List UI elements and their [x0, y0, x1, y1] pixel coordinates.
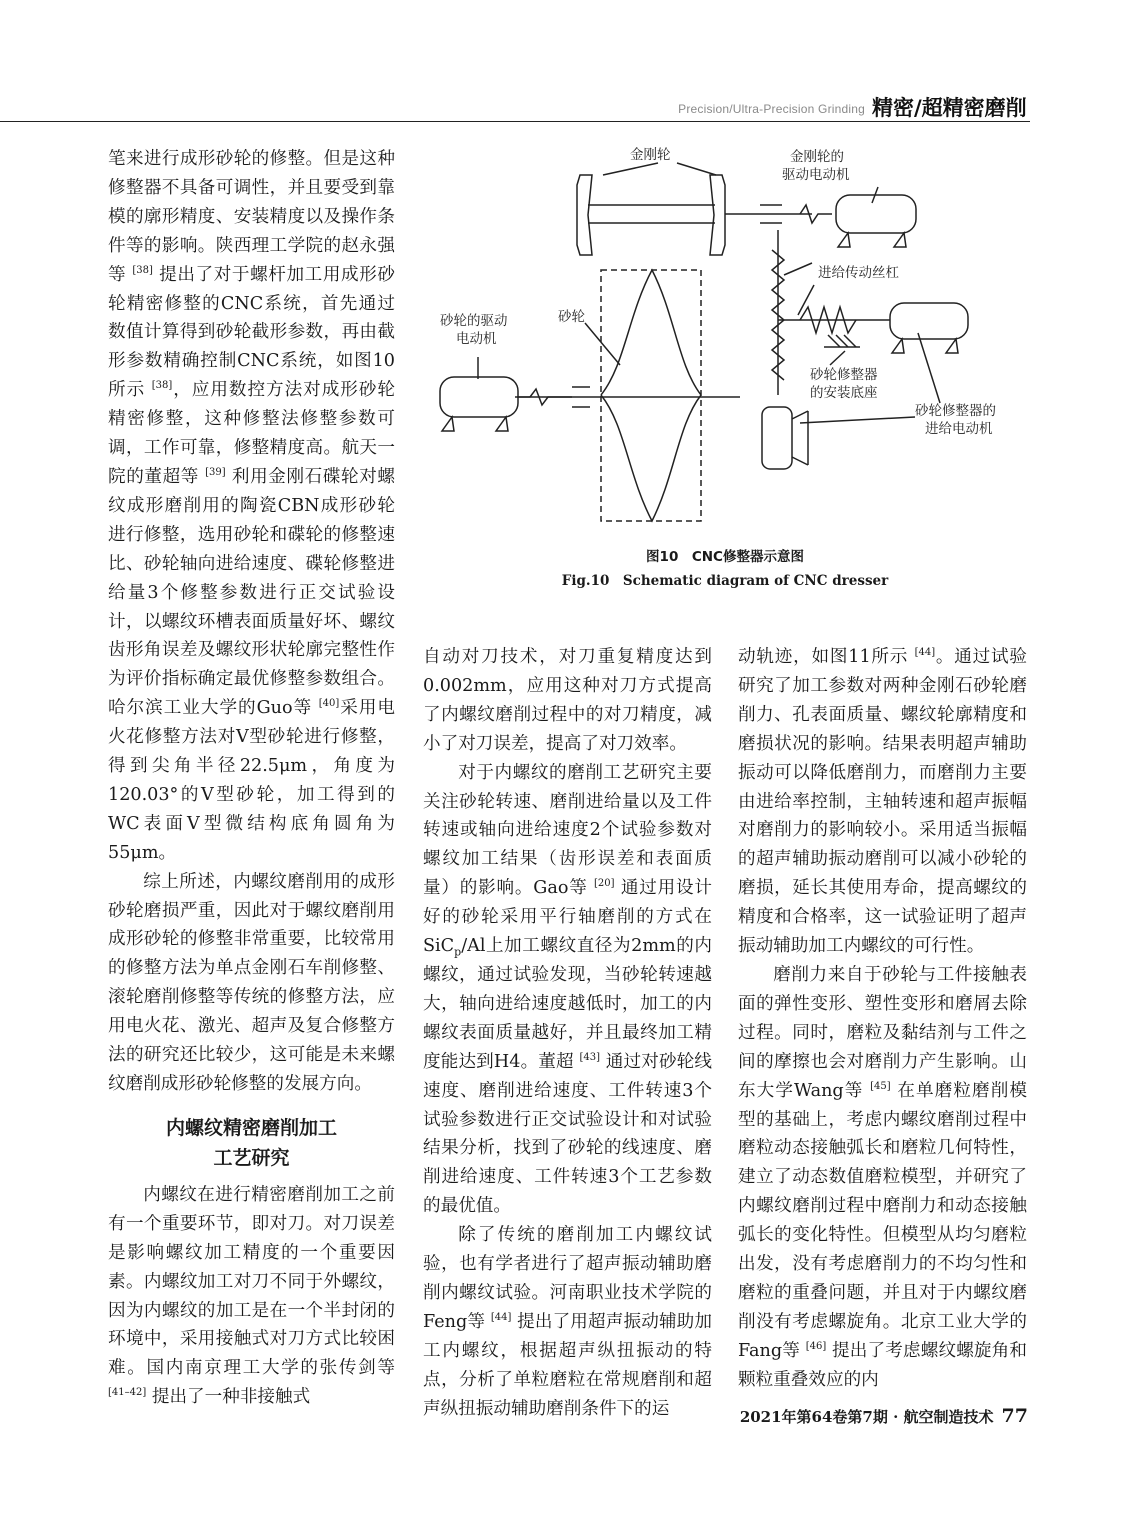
wheel-profile-upper: [601, 270, 701, 395]
citation: [38]: [132, 264, 153, 276]
page-number: 77: [1001, 1405, 1028, 1427]
subscript: p: [454, 945, 462, 959]
leader-line: [585, 323, 620, 365]
motor-foot: [894, 233, 906, 247]
label-dresser-feed-motor: 砂轮修整器的: [915, 403, 996, 419]
paragraph: [738, 643, 1027, 961]
paragraph: [423, 759, 712, 1222]
leader-line: [830, 351, 845, 365]
text-run: 除了传统的磨削加工内螺纹试验，也有学者进行了超声振动辅助磨削内螺纹试验。河南职业技术学院的Feng等: [423, 1225, 712, 1332]
figure-caption-chinese: 图10 CNC修整器示意图: [646, 549, 804, 565]
motor-foot: [442, 417, 454, 431]
paragraph: [738, 961, 1027, 1395]
citation: [46]: [805, 1340, 827, 1352]
label-wheel-motor: 砂轮的驱动: [440, 313, 508, 329]
label-dresser-base: 砂轮修整器: [810, 367, 878, 383]
dresser-base-hatch: [828, 335, 856, 347]
text-column-1: [108, 145, 395, 1412]
label-dresser-feed-motor: 进给电动机: [925, 421, 993, 437]
text-run: 对于内螺纹的磨削工艺研究主要关注砂轮转速、磨削进给量以及工件转速或轴向进给速度2个试验参数对螺纹加工结果（齿形误差和表面质量）的影响。Gao等: [423, 762, 712, 899]
label-wheel-motor: 电动机: [456, 331, 497, 347]
label-grinding-wheel: 砂轮: [558, 309, 585, 325]
text-run: ，应用数控方法对成形砂轮精密修整，这种修整法修整参数可调，工作可靠，修整精度高。航天一院的董超等: [108, 380, 395, 487]
paragraph: [423, 1221, 712, 1423]
text-column-2: [423, 643, 712, 1423]
figure-caption-english: Fig.10 Schematic diagram of CNC dresser: [561, 573, 889, 589]
vertical-feed-motor: [762, 407, 792, 469]
label-diamond-motor: 驱动电动机: [782, 167, 850, 183]
paragraph: 自动对刀技术，对刀重复精度达到0.002mm，应用这种对刀方式提高了内螺纹磨削过程中的对刀精度，减小了对刀误差，提高了对刀效率。: [423, 647, 712, 754]
text-run: 采用电火花修整方法对V型砂轮进行修整，得到尖角半径22.5μm，角度为120.03°的V型砂轮，加工得到的WC表面V型微结构底角圆角为55μm。: [108, 698, 395, 863]
citation: [44]: [914, 647, 936, 659]
text-run: 在单磨粒磨削模型的基础上，考虑内螺纹磨削过程中磨粒动态接触弧长和磨粒几何特性，建立了动态数值磨粒模型，并研究了内螺纹磨削过程中磨削力和动态接触弧长的变化特性。但模型从均匀磨粒出发，没有考虑磨削力的不均匀性和磨粒的重叠问题，并且对于内螺纹磨削没有考虑螺旋角。北京工业大学的Fang等: [738, 1080, 1028, 1361]
text-run: 提出了对于螺杆加工用成形砂轮精密修整的CNC系统，首先通过数值计算得到砂轮截形参数，再由截形参数精确控制CNC系统，如图10所示: [108, 264, 396, 401]
text-run: 通过用设计好的砂轮采用平行轴磨削的方式在SiC: [423, 878, 713, 957]
diamond-wheel-motor: [836, 195, 916, 233]
citation: [43]: [579, 1051, 601, 1063]
dresser-feed-motor: [890, 303, 968, 339]
text-run: 提出了考虑螺纹螺旋角和颗粒重叠效应的内: [738, 1340, 1027, 1390]
heading-line: 内螺纹精密磨削加工: [165, 1116, 337, 1139]
journal-info: 2021年第64卷第7期 · 航空制造技术: [739, 1408, 994, 1426]
motor-foot: [792, 411, 808, 419]
text-run: 。通过试验研究了加工参数对两种金刚石砂轮磨削力、孔表面质量、螺纹轮廓精度和磨损状况的影响。结果表明超声辅助振动可以降低磨削力，而磨削力主要由进给率控制，主轴转速和超声振幅对磨削力的影响较小。采用适当振幅的超声辅助振动磨削可以减小砂轮的磨损，延长其使用寿命，提高螺纹的精度和合格率，这一试验证明了超声振动辅助加工内螺纹的可行性。: [738, 647, 1028, 957]
paragraph: [108, 145, 395, 868]
citation: [20]: [593, 878, 615, 890]
running-header-english: Precision/Ultra-Precision Grinding: [678, 102, 865, 116]
text-run: 利用金刚石碟轮对螺纹成形磨削用的陶瓷CBN成形砂轮进行修整，选用砂轮和碟轮的修整速比、砂轮轴向进给速度、碟轮修整进给量3个修整参数进行正交试验设计，以螺纹环槽表面质量好坏、螺纹齿形角误差及螺纹形状轮廓完整性作为评价指标确定最优修整参数组合。哈尔滨工业大学的Guo等: [108, 466, 396, 719]
motor-foot: [946, 339, 958, 353]
leader-line: [677, 163, 716, 175]
grinding-wheel-motor: [440, 377, 518, 417]
citation: [41–42]: [108, 1387, 147, 1399]
diamond-wheel-left-disc: [577, 175, 592, 255]
citation: [40]: [318, 698, 340, 710]
wheel-profile-lower: [601, 395, 701, 521]
running-header-chinese: 精密/超精密磨削: [872, 96, 1027, 120]
motor-foot: [496, 417, 508, 431]
leader-line: [918, 333, 940, 403]
text-column-3: [738, 643, 1027, 1395]
leader-line: [784, 263, 812, 275]
label-diamond-wheel: 金刚轮: [630, 147, 671, 163]
figure-cnc-dresser: [420, 135, 1030, 555]
motor-foot: [792, 457, 808, 465]
citation: [38]: [151, 380, 173, 392]
citation: [44]: [490, 1311, 512, 1323]
paragraph: 综上所述，内螺纹磨削用的成形砂轮磨损严重，因此对于螺纹磨削用成形砂轮的修整非常重要，比较常用的修整方法为单点金刚石车削修整、滚轮磨削修整等传统的修整方法，应用电火花、激光、超声及复合修整方法的研究还比较少，这可能是未来螺纹磨削成形砂轮修整的发展方向。: [108, 871, 395, 1094]
text-run: /Al上加工螺纹直径为2mm的内螺纹，通过试验发现，当砂轮转速越大，轴向进给速度越低时，加工的内螺纹表面质量越好，并且最终加工精度能达到H4。董超: [423, 936, 712, 1072]
text-run: 内螺纹在进行精密磨削加工之前有一个重要环节，即对刀。对刀误差是影响螺纹加工精度的一个重要因素。内螺纹加工对刀不同于外螺纹，因为内螺纹的加工是在一个半封闭的环境中，采用接触式对刀方式比较困难。国内南京理工大学的张传剑等: [108, 1184, 395, 1379]
header-rule: [0, 121, 1030, 122]
cnc-dresser-diagram: [420, 135, 1030, 555]
citation: [39]: [205, 467, 226, 479]
citation: [45]: [870, 1080, 891, 1092]
leader-line: [800, 417, 915, 423]
label-dresser-base: 的安装底座: [810, 385, 878, 401]
text-run: 提出了用超声振动辅助加工内螺纹，根据超声纵扭振动的特点，分析了单粒磨粒在常规磨削和超声纵扭振动辅助磨削条件下的运: [423, 1311, 712, 1419]
diamond-wheel-right-disc: [710, 175, 725, 255]
text-run: 磨削力来自于砂轮与工件接触表面的弹性变形、塑性变形和磨屑去除过程。同时，磨粒及黏结剂与工件之间的摩擦也会对磨削力产生影响。山东大学Wang等: [738, 964, 1027, 1101]
section-heading: [108, 1113, 395, 1173]
page-footer: [650, 1405, 1028, 1427]
label-feed-screw: 进给传动丝杠: [818, 265, 899, 281]
paragraph: [108, 1181, 395, 1412]
label-diamond-motor: 金刚轮的: [790, 149, 844, 165]
text-run: 笔来进行成形砂轮的修整。但是这种修整器不具备可调性，并且要受到靠模的廓形精度、安装精度以及操作条件等的影响。陕西理工学院的赵永强等: [108, 149, 395, 285]
text-run: 提出了一种非接触式: [151, 1387, 311, 1408]
grinding-wheel-outline: [601, 270, 701, 521]
heading-line: 工艺研究: [213, 1146, 290, 1169]
motor-foot: [838, 233, 850, 247]
text-run: 通过对砂轮线速度、磨削进给速度、工件转速3个试验参数进行正交试验设计和对试验结果分析，找到了砂轮的线速度、磨削进给速度、工件转速3个工艺参数的最优值。: [423, 1051, 712, 1217]
text-run: 动轨迹，如图11所示: [738, 647, 909, 667]
leader-line: [603, 163, 658, 175]
motor-foot: [892, 339, 904, 353]
